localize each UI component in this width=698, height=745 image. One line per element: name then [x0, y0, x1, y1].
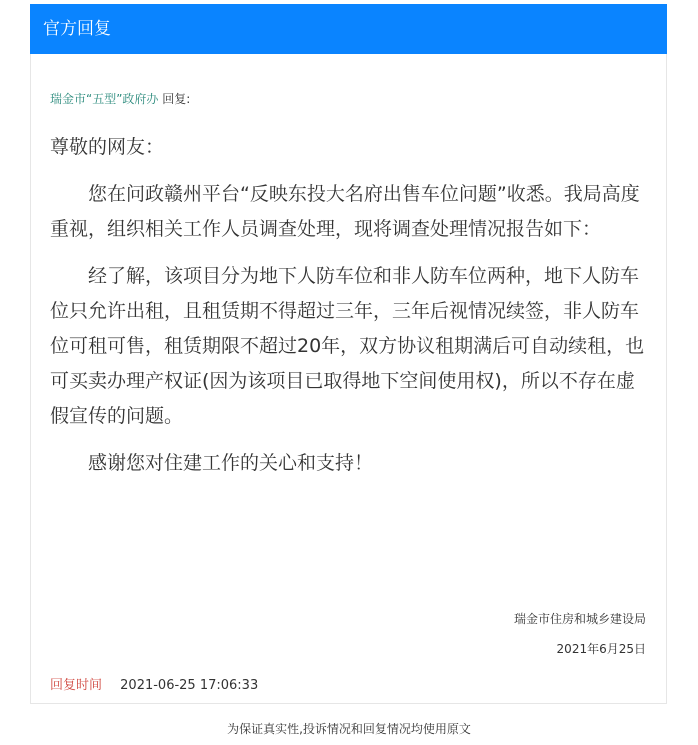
reply-body — [50, 130, 650, 493]
responder-suffix: 回复: — [162, 92, 191, 106]
salutation: 尊敬的网友： — [50, 136, 165, 158]
official-reply-header — [30, 4, 667, 54]
reply-time-label: 回复时间 — [50, 678, 103, 693]
header-title: 官方回复 — [43, 19, 111, 39]
paragraph: 经了解，该项目分为地下人防车位和非人防车位两种，地下人防车位只允许出租，且租赁期不得超过三年，三年后视情况续签，非人防车位可租可售，租赁期限不超过20年，双方协议租期满后可自动续租，也可买卖办理产权证(因为该项目已取得地下空间使用权)，所以不存在虚假宣传的问题。 — [50, 265, 645, 427]
responder-org-link[interactable]: 瑞金市“五型”政府办 — [50, 92, 159, 106]
paragraph: 感谢您对住建工作的关心和支持！ — [88, 452, 374, 474]
signature-date: 2021年6月25日 — [556, 642, 646, 656]
signature-block — [514, 604, 646, 664]
paragraph: 您在问政赣州平台“反映东投大名府出售车位问题”收悉。我局高度重视，组织相关工作人员调查处理，现将调查处理情况报告如下： — [50, 183, 640, 240]
signature-department: 瑞金市住房和城乡建设局 — [513, 612, 646, 626]
footer-note: 为保证真实性,投诉情况和回复情况均使用原文 — [227, 722, 471, 736]
reply-time-row — [50, 674, 258, 693]
reply-time-value: 2021-06-25 17:06:33 — [120, 678, 259, 693]
responder-line — [50, 90, 190, 107]
